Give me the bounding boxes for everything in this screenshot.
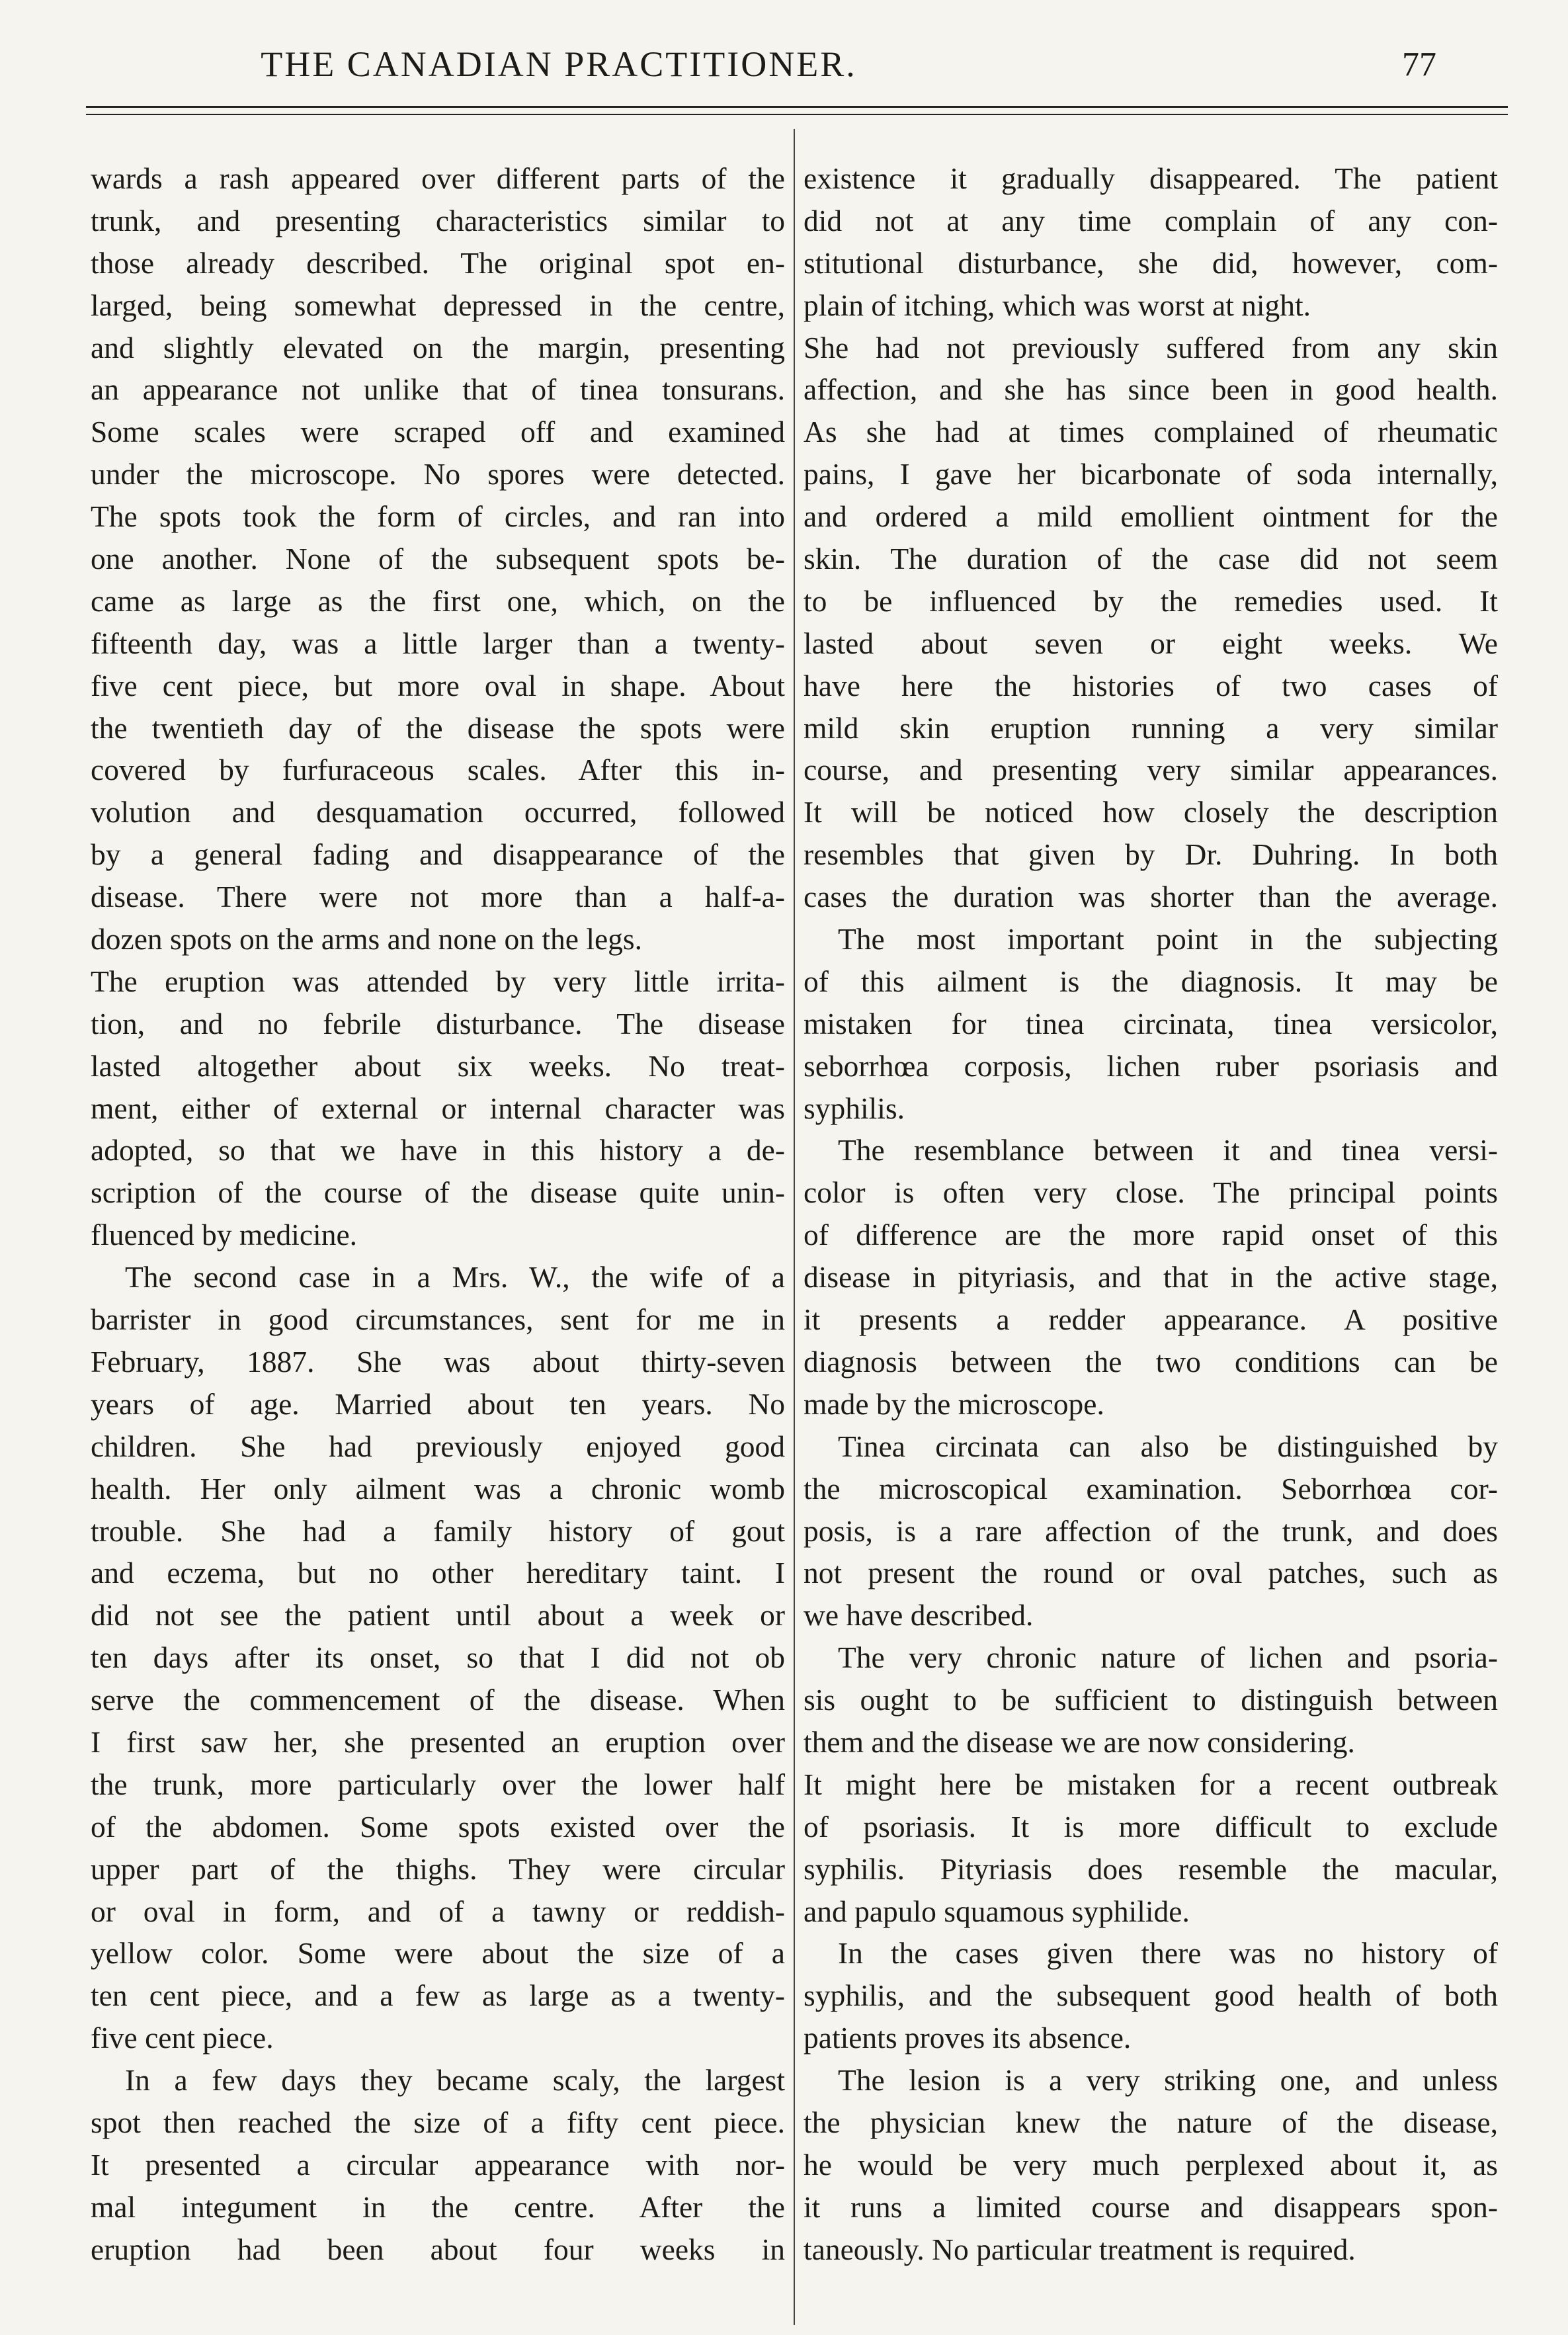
text-line: In the cases given there was no history of — [838, 1936, 1498, 1971]
text-line: and slightly elevated on the margin, presenting — [91, 330, 785, 364]
text-line: mistaken for tinea circinata, tinea versicolor, — [804, 1006, 1498, 1040]
text-line: have here the histories of two cases of — [804, 668, 1498, 702]
text-line: cases the duration was shorter than the average. — [804, 880, 1498, 914]
text-line: it presents a redder appearance. A positive — [804, 1302, 1498, 1337]
text-line: it runs a limited course and disappears spon- — [804, 2189, 1498, 2224]
text-line: skin. The duration of the case did not seem — [804, 542, 1498, 576]
header-rule-bottom — [86, 114, 1508, 115]
text-line: them and the disease we are now considering. — [804, 1724, 1355, 1759]
text-line: under the microscope. No spores were detected. — [91, 457, 785, 491]
text-line: mal integument in the centre. After the — [91, 2189, 785, 2224]
text-line: and ordered a mild emollient ointment for the — [804, 499, 1498, 534]
text-line: I first saw her, she presented an eruption over — [91, 1724, 785, 1759]
text-line: The spots took the form of circles, and ran into — [91, 499, 785, 534]
text-line: It will be noticed how closely the description — [804, 795, 1498, 829]
text-line: an appearance not unlike that of tinea tonsurans. — [91, 372, 785, 407]
text-line: mild skin eruption running a very similar — [804, 710, 1498, 745]
text-line: of this ailment is the diagnosis. It may be — [804, 964, 1498, 998]
text-line: The very chronic nature of lichen and psoria- — [838, 1640, 1498, 1675]
text-line: the trunk, more particularly over the lower half — [91, 1767, 785, 1801]
text-line: lasted altogether about six weeks. No treat- — [91, 1048, 785, 1083]
text-line: As she had at times complained of rheumatic — [804, 415, 1498, 449]
text-line: syphilis, and the subsequent good health of both — [804, 1978, 1498, 2013]
text-line: yellow color. Some were about the size of a — [91, 1936, 785, 1971]
text-line: spot then reached the size of a fifty cent piece. — [91, 2105, 785, 2139]
text-line: trunk, and presenting characteristics similar to — [91, 203, 785, 237]
text-line: trouble. She had a family history of gout — [91, 1513, 785, 1548]
text-line: color is often very close. The principal points — [804, 1175, 1498, 1210]
text-line: She had not previously suffered from any skin — [804, 330, 1498, 364]
text-line: sis ought to be sufficient to distinguish between — [804, 1683, 1498, 1717]
text-line: syphilis. — [804, 1091, 905, 1125]
text-line: by a general fading and disappearance of the — [91, 837, 785, 872]
text-line: of psoriasis. It is more difficult to exclude — [804, 1809, 1498, 1844]
text-line: ment, either of external or internal character was — [91, 1091, 785, 1125]
text-line: he would be very much perplexed about it, as — [804, 2147, 1498, 2182]
text-line: existence it gradually disappeared. The patient — [804, 161, 1498, 195]
text-line: we have described. — [804, 1598, 1034, 1633]
text-line: made by the microscope. — [804, 1386, 1104, 1421]
text-line: adopted, so that we have in this history a de- — [91, 1133, 785, 1168]
text-line: the twentieth day of the disease the spots were — [91, 710, 785, 745]
text-line: fluenced by medicine. — [91, 1218, 358, 1252]
text-line: barrister in good circumstances, sent for me in — [91, 1302, 785, 1337]
text-line: of difference are the more rapid onset of this — [804, 1218, 1498, 1252]
text-line: The resemblance between it and tinea versi- — [838, 1133, 1498, 1168]
text-line: Tinea circinata can also be distinguished by — [838, 1429, 1498, 1463]
text-line: to be influenced by the remedies used. It — [804, 583, 1498, 618]
text-line: ten days after its onset, so that I did not ob — [91, 1640, 785, 1675]
text-line: the microscopical examination. Seborrhœa cor- — [804, 1471, 1498, 1506]
text-line: five cent piece. — [91, 2021, 274, 2055]
text-line: eruption had been about four weeks in — [91, 2232, 785, 2266]
text-line: seborrhœa corposis, lichen ruber psoriasis and — [804, 1048, 1498, 1083]
text-line: and papulo squamous syphilide. — [804, 1894, 1190, 1928]
text-line: The second case in a Mrs. W., the wife of a — [125, 1260, 785, 1295]
text-line: It presented a circular appearance with nor- — [91, 2147, 785, 2182]
text-line: The most important point in the subjecting — [838, 922, 1498, 956]
text-line: affection, and she has since been in good health. — [804, 372, 1498, 407]
text-line: tion, and no febrile disturbance. The disease — [91, 1006, 785, 1040]
text-line: It might here be mistaken for a recent outbreak — [804, 1767, 1498, 1801]
text-line: The lesion is a very striking one, and unless — [838, 2063, 1498, 2098]
text-line: lasted about seven or eight weeks. We — [804, 626, 1498, 660]
text-line: pains, I gave her bicarbonate of soda internally, — [804, 457, 1498, 491]
text-line: The eruption was attended by very little irrita- — [91, 964, 785, 998]
text-line: or oval in form, and of a tawny or reddish- — [91, 1894, 785, 1928]
right-column — [804, 157, 1498, 2271]
text-line: patients proves its absence. — [804, 2021, 1132, 2055]
text-line: one another. None of the subsequent spots be- — [91, 542, 785, 576]
text-line: plain of itching, which was worst at night. — [804, 288, 1311, 322]
running-head — [0, 40, 1568, 93]
text-line: February, 1887. She was about thirty-seven — [91, 1344, 785, 1379]
text-line: upper part of the thighs. They were circular — [91, 1851, 785, 1886]
text-line: larged, being somewhat depressed in the centre, — [91, 288, 785, 322]
text-line: came as large as the first one, which, on the — [91, 583, 785, 618]
text-line: health. Her only ailment was a chronic womb — [91, 1471, 785, 1506]
text-line: of the abdomen. Some spots existed over the — [91, 1809, 785, 1844]
journal-title: THE CANADIAN PRACTITIONER. — [261, 44, 857, 84]
text-line: did not see the patient until about a week or — [91, 1598, 785, 1633]
text-line: diagnosis between the two conditions can be — [804, 1344, 1498, 1379]
text-line: wards a rash appeared over different parts of the — [91, 161, 785, 195]
text-line: children. She had previously enjoyed good — [91, 1429, 785, 1463]
text-line: course, and presenting very similar appearances. — [804, 753, 1498, 787]
left-column — [91, 157, 785, 2271]
column-divider — [794, 129, 795, 2325]
text-line: years of age. Married about ten years. No — [91, 1386, 785, 1421]
text-line: serve the commencement of the disease. When — [91, 1683, 785, 1717]
text-line: dozen spots on the arms and none on the legs. — [91, 922, 642, 956]
text-line: covered by furfuraceous scales. After this in- — [91, 753, 785, 787]
text-line: fifteenth day, was a little larger than a twenty- — [91, 626, 785, 660]
text-line: posis, is a rare affection of the trunk, and does — [804, 1513, 1498, 1548]
text-line: scription of the course of the disease quite unin- — [91, 1175, 785, 1210]
text-line: syphilis. Pityriasis does resemble the macular, — [804, 1851, 1498, 1886]
text-line: and eczema, but no other hereditary taint. I — [91, 1556, 785, 1590]
text-line: ten cent piece, and a few as large as a twenty- — [91, 1978, 785, 2013]
text-line: not present the round or oval patches, such as — [804, 1556, 1498, 1590]
text-line: volution and desquamation occurred, followed — [91, 795, 785, 829]
text-line: disease in pityriasis, and that in the active stage, — [804, 1260, 1498, 1295]
text-line: those already described. The original spot en- — [91, 245, 785, 280]
text-line: resembles that given by Dr. Duhring. In both — [804, 837, 1498, 872]
text-line: five cent piece, but more oval in shape. About — [91, 668, 785, 702]
text-line: did not at any time complain of any con- — [804, 203, 1498, 237]
text-line: taneously. No particular treatment is required. — [804, 2232, 1356, 2266]
text-line: In a few days they became scaly, the largest — [125, 2063, 785, 2098]
header-rule-top — [86, 106, 1508, 108]
text-line: the physician knew the nature of the disease, — [804, 2105, 1498, 2139]
text-line: stitutional disturbance, she did, however, com- — [804, 245, 1498, 280]
text-line: Some scales were scraped off and examined — [91, 415, 785, 449]
text-line: disease. There were not more than a half-a- — [91, 880, 785, 914]
page-number: 77 — [1402, 46, 1436, 83]
